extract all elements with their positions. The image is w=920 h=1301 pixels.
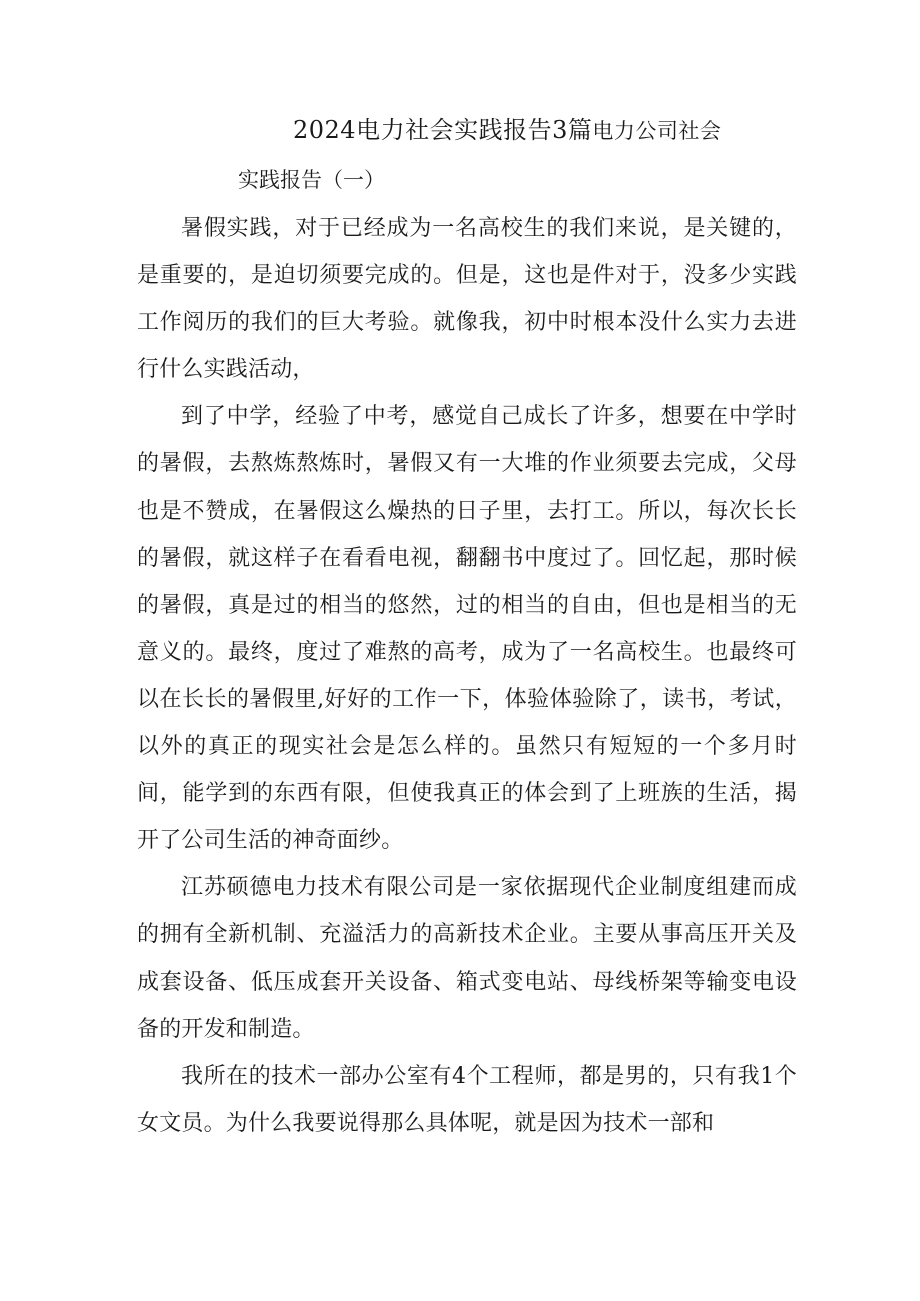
document-subtitle: 实践报告（一） (238, 168, 385, 192)
paragraph-3: 江苏硕德电力技术有限公司是一家依据现代企业制度组建而成的拥有全新机制、充溢活力的高新技术企业。主要从事高压开关及成套设备、低压成套开关设备、箱式变电站、母线桥架等输变电设备的开发和制造。 (137, 875, 797, 1042)
document-title (293, 112, 853, 149)
title-main: 2024电力社会实践报告3篇 (293, 116, 593, 144)
title-suffix: 电力公司社会 (592, 119, 722, 143)
paragraph-4: 我所在的技术一部办公室有4个工程师，都是男的，只有我1个女文员。为什么我要说得那么具体呢，就是因为技术一部和 (137, 1063, 797, 1136)
paragraph-2: 到了中学，经验了中考，感觉自己成长了许多，想要在中学时的暑假，去熬炼熬炼时，暑假又有一大堆的作业须要去完成，父母也是不赞成，在暑假这么燥热的日子里，去打工。所以，每次长长的暑假，就这样子在看看电视，翻翻书中度过了。回忆起，那时候的暑假，真是过的相当的悠然，过的相当的自由，但也是相当的无意义的。最终，度过了难熬的高考，成为了一名高校生。也最终可以在长长的暑假里,好好的工作一下，体验体验除了，读书，考试，以外的真正的现实社会是怎么样的。虽然只有短短的一个多月时间，能学到的东西有限，但使我真正的体会到了上班族的生活，揭开了公司生活的神奇面纱。 (137, 404, 797, 854)
paragraph-1: 暑假实践，对于已经成为一名高校生的我们来说，是关键的，是重要的，是迫切须要完成的。但是，这也是件对于，没多少实践工作阅历的我们的巨大考验。就像我，初中时根本没什么实力去进行什么实践活动， (137, 216, 797, 383)
document-body (137, 205, 797, 1147)
